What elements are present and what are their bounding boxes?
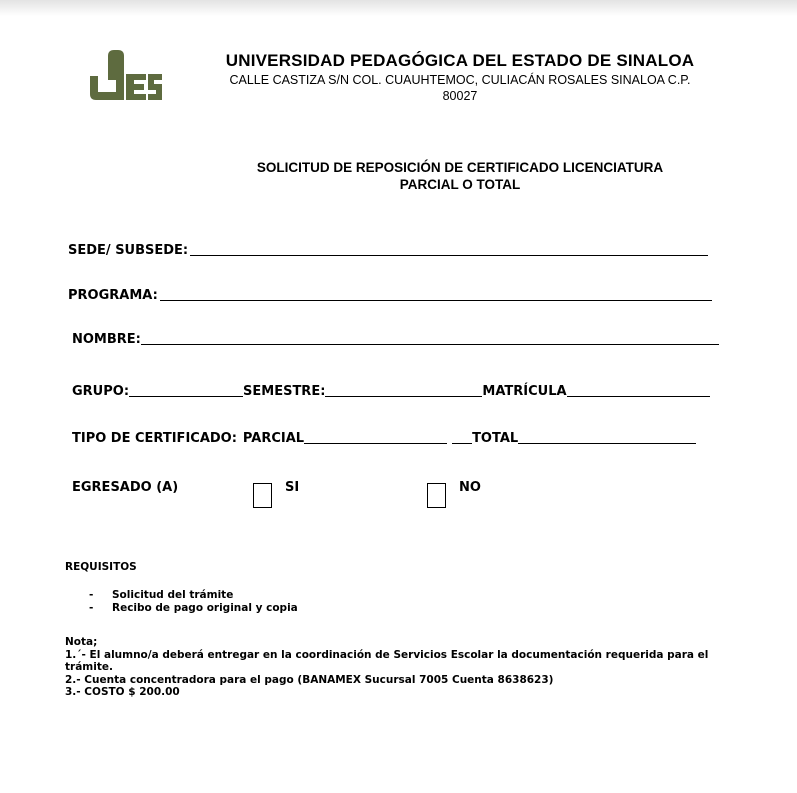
note-line-1b: trámite. [65, 661, 113, 673]
sede-input-line[interactable] [190, 255, 708, 256]
total-prefix-line[interactable] [452, 443, 472, 444]
address-line-2: 80027 [442, 89, 478, 103]
nombre-field [72, 329, 719, 347]
egresado-no-label: NO [459, 480, 481, 495]
egresado-no-checkbox[interactable] [427, 483, 446, 508]
note-line-1a: 1.´- El alumno/a deberá entregar en la coordinación de Servicios Escolar la documentación requerida para el [65, 648, 709, 661]
form-title [190, 159, 730, 193]
tipo-certificado-row [72, 428, 696, 446]
requirements-list [89, 589, 298, 614]
grupo-input-line[interactable] [129, 396, 243, 397]
address-line-1: CALLE CASTIZA S/N COL. CUAUHTEMOC, CULIACÁN ROSALES SINALOA C.P. [229, 73, 691, 87]
nombre-label: NOMBRE: [72, 332, 141, 347]
sede-label: SEDE/ SUBSEDE: [68, 243, 189, 258]
grupo-label: GRUPO: [72, 384, 130, 399]
total-label: TOTAL [472, 431, 519, 446]
programa-field [68, 285, 712, 303]
institution-name: UNIVERSIDAD PEDAGÓGICA DEL ESTADO DE SINALOA [225, 51, 695, 70]
page-top-shadow [0, 0, 797, 16]
semestre-input-line[interactable] [325, 396, 482, 397]
semestre-label: SEMESTRE: [243, 384, 326, 399]
nombre-input-line[interactable] [141, 344, 719, 345]
form-title-line-1: SOLICITUD DE REPOSICIÓN DE CERTIFICADO LICENCIATURA [256, 160, 664, 175]
egresado-si-checkbox[interactable] [253, 483, 272, 508]
note-line-2: 2.- Cuenta concentradora para el pago (BANAMEX Sucursal 7005 Cuenta 8638623) [65, 673, 554, 686]
requirement-item: - Solicitud del trámite [89, 589, 298, 602]
requirements-heading: REQUISITOS [65, 561, 137, 573]
programa-input-line[interactable] [160, 300, 712, 301]
egresado-label: EGRESADO (A) [72, 480, 179, 495]
institution-address [175, 72, 745, 104]
tipo-certificado-label: TIPO DE CERTIFICADO: [72, 431, 237, 446]
note-line-3: 3.- COSTO $ 200.00 [65, 686, 180, 698]
matricula-label: MATRÍCULA [482, 384, 567, 399]
total-input-line[interactable] [518, 443, 696, 444]
programa-label: PROGRAMA: [68, 288, 158, 303]
matricula-input-line[interactable] [567, 396, 710, 397]
parcial-input-line[interactable] [304, 443, 447, 444]
notes-block [65, 636, 765, 699]
upes-logo [88, 50, 162, 102]
egresado-si-label: SI [285, 480, 300, 495]
sede-field [68, 240, 708, 258]
requirement-item: - Recibo de pago original y copia [89, 602, 298, 615]
form-title-line-2: PARCIAL O TOTAL [399, 177, 521, 192]
grupo-semestre-matricula-row [72, 381, 710, 399]
notes-heading: Nota; [65, 636, 98, 648]
parcial-label: PARCIAL [242, 431, 305, 446]
